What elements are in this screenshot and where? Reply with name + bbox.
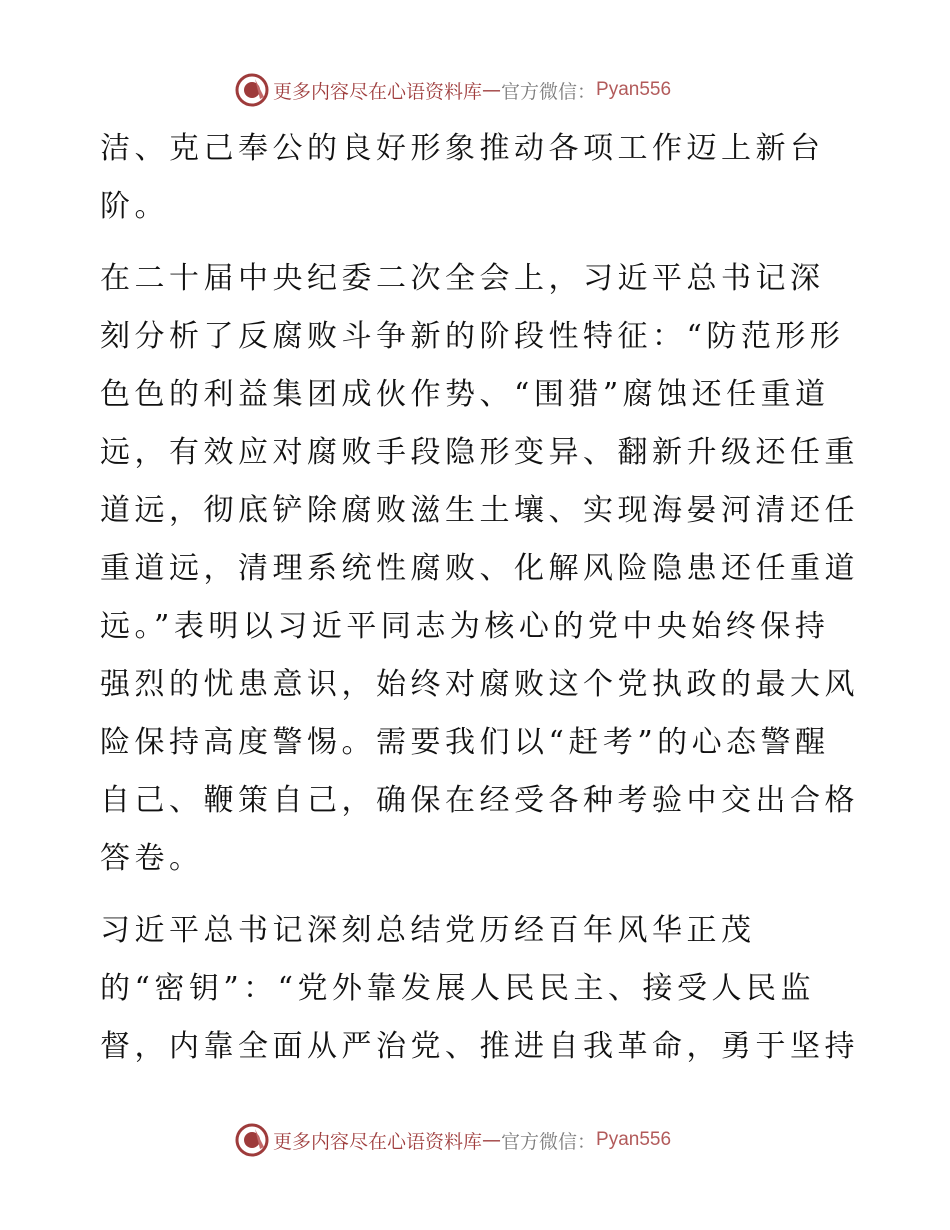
watermark-title: 更多内容尽在心语资料库	[273, 1130, 483, 1153]
text-line: 阶。	[100, 189, 169, 224]
watermark-dash: —	[482, 79, 502, 101]
text-line: 的“密钥”：“党外靠发展人民民主、接受人民监	[100, 971, 816, 1006]
wechat-id: Pyan556	[596, 79, 672, 100]
wechat-label: 官方微信：	[501, 1130, 597, 1153]
seal-logo-icon	[235, 1123, 269, 1157]
text-line: 险保持高度警惕。需要我们以“赶考”的心态警醒	[100, 725, 830, 760]
text-line: 强烈的忧患意识，始终对腐败这个党执政的最大风	[100, 667, 859, 702]
watermark-dash: —	[482, 1129, 502, 1151]
text-line: 督，内靠全面从严治党、推进自我革命，勇于坚持	[100, 1029, 859, 1064]
text-line: 道远，彻底铲除腐败滋生土壤、实现海晏河清还任	[100, 493, 859, 528]
watermark-title: 更多内容尽在心语资料库	[273, 80, 483, 103]
text-line: 答卷。	[100, 841, 204, 876]
text-line: 色色的利益集团成伙作势、“围猎”腐蚀还任重道	[100, 377, 830, 412]
paragraph-2	[100, 250, 859, 888]
seal-logo-icon	[235, 73, 269, 107]
paragraph-3	[100, 902, 859, 1076]
text-line: 远，有效应对腐败手段隐形变异、翻新升级还任重	[100, 435, 859, 470]
text-line: 远。”表明以习近平同志为核心的党中央始终保持	[100, 609, 830, 644]
text-line: 在二十届中央纪委二次全会上，习近平总书记深	[100, 261, 825, 296]
text-line: 自己、鞭策自己，确保在经受各种考验中交出合格	[100, 783, 859, 818]
wechat-id: Pyan556	[596, 1129, 672, 1150]
text-line: 重道远，清理系统性腐败、化解风险隐患还任重道	[100, 551, 859, 586]
document-body	[100, 120, 859, 1076]
watermark-header	[235, 72, 795, 108]
text-line: 习近平总书记深刻总结党历经百年风华正茂	[100, 913, 756, 948]
text-line: 洁、克己奉公的良好形象推动各项工作迈上新台	[100, 131, 825, 166]
text-line: 刻分析了反腐败斗争新的阶段性特征：“防范形形	[100, 319, 845, 354]
watermark-footer	[235, 1122, 795, 1158]
paragraph-1	[100, 120, 852, 236]
wechat-label: 官方微信：	[501, 80, 597, 103]
